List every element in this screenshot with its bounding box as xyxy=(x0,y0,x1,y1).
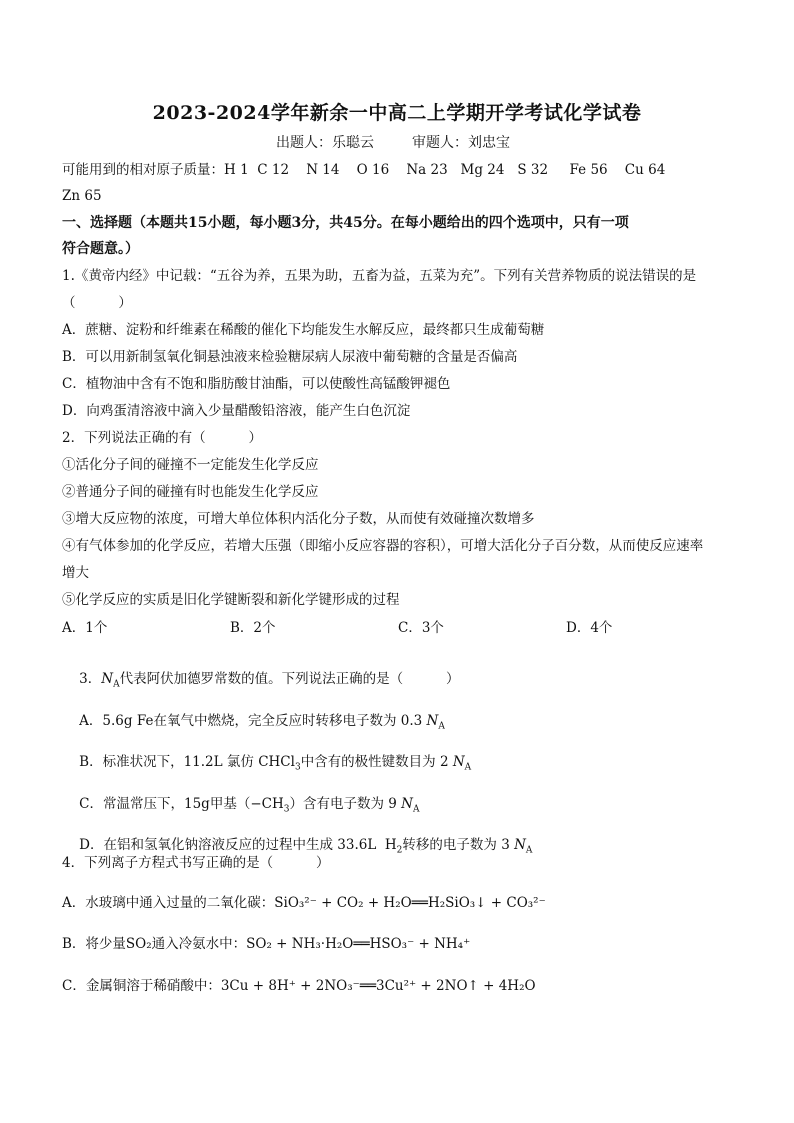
q4-option-b xyxy=(62,935,470,953)
q2-stem: 2．下列说法正确的有（ ） xyxy=(62,430,263,446)
q2-option-d: D．4个 xyxy=(566,620,613,636)
q4-option-b-label: B．将少量SO₂通入冷氨水中： xyxy=(62,936,247,952)
q2-option-b: B．2个 xyxy=(230,620,276,636)
q1-option-c: C．植物油中含有不饱和脂肪酸甘油酯，可以使酸性高锰酸钾褪色 xyxy=(62,376,451,392)
q2-option-c: C．3个 xyxy=(398,620,444,636)
na-symbol: N xyxy=(426,713,439,729)
na-symbol: N xyxy=(101,671,114,687)
exam-title: 2023-2024学年新余一中高二上学期开学考试化学试卷 xyxy=(152,102,642,124)
section-heading-cont: 符合题意。） xyxy=(62,241,139,257)
author-label: 出题人：乐聪云 xyxy=(276,135,374,151)
q4-option-b-equation: SO₂ + NH₃·H₂O══HSO₃⁻ + NH₄⁺ xyxy=(246,936,471,952)
na-symbol: N xyxy=(401,796,413,812)
q2-statement-2: ②普通分子间的碰撞有时也能发生化学反应 xyxy=(62,484,319,500)
q3-option-b-text: B．标准状况下，11.2L 氯仿 CHCl xyxy=(79,754,295,770)
ch3-subscript: 3 xyxy=(283,804,290,815)
q3-option-c-text: C．常温常压下，15g甲基（−CH xyxy=(79,796,284,812)
q3-option-b-rest: 中含有的极性键数目为 2 xyxy=(300,754,453,770)
author-reviewer-line xyxy=(276,134,510,152)
h2-subscript: 2 xyxy=(396,845,403,856)
atomic-masses-line: 可能用到的相对原子质量：H 1 C 12 N 14 O 16 Na 23 Mg 24 S 32 Fe 56 Cu 64 xyxy=(62,162,666,178)
q1-option-b: B．可以用新制氢氧化铜悬浊液来检验糖尿病人尿液中葡萄糖的含量是否偏高 xyxy=(62,349,518,365)
q2-statement-1: ①活化分子间的碰撞不一定能发生化学反应 xyxy=(62,457,319,473)
reviewer-label: 审题人：刘忠宝 xyxy=(412,135,510,151)
chcl3-subscript: 3 xyxy=(294,762,301,773)
section-heading: 一、选择题（本题共15小题，每小题3分，共45分。在每小题给出的四个选项中，只有一项 xyxy=(62,215,629,231)
na-symbol: N xyxy=(514,837,526,853)
q4-stem: 4．下列离子方程式书写正确的是（ ） xyxy=(62,855,330,871)
q3-option-d-text: D．在铝和氢氧化钠溶液反应的过程中生成 33.6L H xyxy=(79,837,397,853)
q4-option-a-label: A．水玻璃中通入过量的二氧化碳： xyxy=(62,895,275,911)
q4-option-c-equation: 3Cu + 8H⁺ + 2NO₃⁻══3Cu²⁺ + 2NO↑ + 4H₂O xyxy=(220,978,536,994)
na-symbol: N xyxy=(452,754,465,770)
q2-statement-4-cont: 增大 xyxy=(62,565,89,581)
na-subscript: A xyxy=(113,679,120,690)
q3-option-a-text: A．5.6g Fe在氧气中燃烧，完全反应时转移电子数为 0.3 xyxy=(79,713,427,729)
q3-stem-text: 代表阿伏加德罗常数的值。下列说法正确的是（ ） xyxy=(119,671,460,687)
atomic-masses-line-2: Zn 65 xyxy=(62,188,102,204)
na-subscript: A xyxy=(525,845,533,856)
q1-stem: 1.《黄帝内经》中记载：“五谷为养，五果为助，五畜为益，五菜为充”。下列有关营养物质的说法错误的是 xyxy=(62,268,697,284)
na-subscript: A xyxy=(464,762,472,773)
q4-option-a xyxy=(62,894,546,912)
q1-option-d: D．向鸡蛋清溶液中滴入少量醋酸铅溶液，能产生白色沉淀 xyxy=(62,403,411,419)
q2-statement-4: ④有气体参加的化学反应，若增大压强（即缩小反应容器的容积），可增大活化分子百分数，从而使反应速率 xyxy=(62,538,704,554)
q3-number: 3． xyxy=(79,671,102,687)
q2-option-a: A．1个 xyxy=(62,620,108,636)
q2-statement-3: ③增大反应物的浓度，可增大单位体积内活化分子数，从而使有效碰撞次数增多 xyxy=(62,511,535,527)
na-subscript: A xyxy=(438,721,445,732)
q3-option-d-rest: 转移的电子数为 3 xyxy=(402,837,515,853)
q4-option-c-label: C．金属铜溶于稀硝酸中： xyxy=(62,978,221,994)
na-subscript: A xyxy=(412,804,420,815)
q4-option-c xyxy=(62,977,536,995)
q1-answer-blank: （ ） xyxy=(62,295,132,311)
q2-statement-5: ⑤化学反应的实质是旧化学键断裂和新化学键形成的过程 xyxy=(62,592,400,608)
q4-option-a-equation: SiO₃²⁻ + CO₂ + H₂O══H₂SiO₃↓ + CO₃²⁻ xyxy=(274,895,546,911)
q2-options-row xyxy=(62,619,734,637)
q1-option-a: A．蔗糖、淀粉和纤维素在稀酸的催化下均能发生水解反应，最终都只生成葡萄糖 xyxy=(62,322,545,338)
q3-option-c-rest: ）含有电子数为 9 xyxy=(289,796,402,812)
